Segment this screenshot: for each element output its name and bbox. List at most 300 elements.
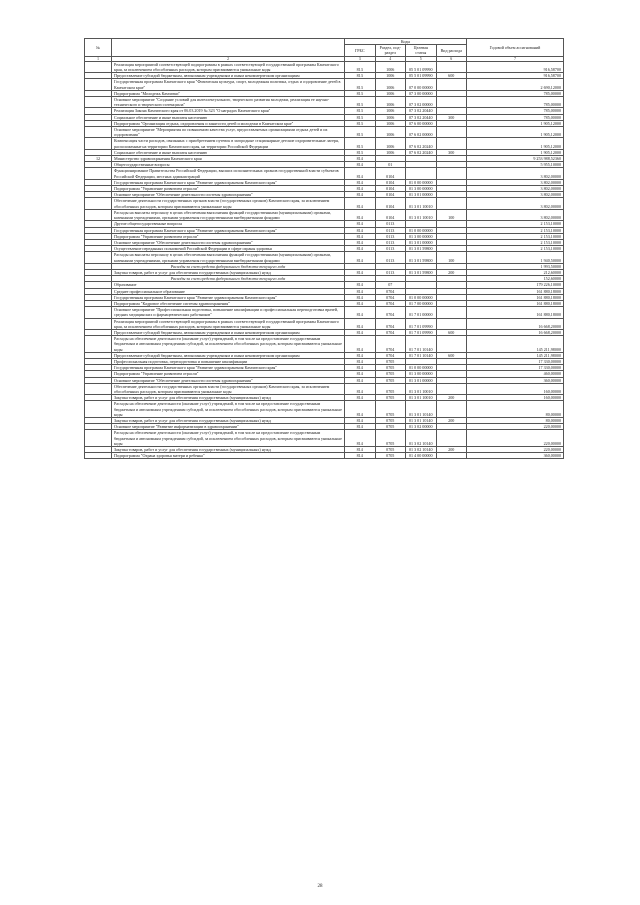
row-type: 600 bbox=[436, 329, 467, 335]
row-sum: 1 905,12000 bbox=[467, 127, 564, 138]
row-type bbox=[436, 79, 467, 90]
row-section: 0705 bbox=[375, 453, 406, 459]
row-type: 300 bbox=[436, 114, 467, 120]
row-sum: 220,00000 bbox=[467, 430, 564, 447]
row-name: Реализация Закона Камчатского края от 06.03.2019 № 323 "О наградах Камчатского края" bbox=[112, 108, 345, 114]
row-name: Осуществление переданных полномочий Российской Федерации в сфере охраны здоровья bbox=[112, 246, 345, 252]
row-target: 01 7 01 10140 bbox=[406, 336, 437, 353]
row-sum: 1 993,50000 bbox=[467, 263, 564, 269]
row-grbs: 814 bbox=[345, 329, 376, 335]
row-name: Основное мероприятие "Обеспечение деятельности системы здравоохранения" bbox=[112, 239, 345, 245]
row-sum: 1 940,50000 bbox=[467, 252, 564, 263]
row-grbs: 814 bbox=[345, 352, 376, 358]
row-name: Основное мероприятие "Создание условий для интеллектуального, творческого развития молодежи, реализация ее научно-технического и творческого потенциала" bbox=[112, 97, 345, 108]
table-row bbox=[85, 453, 564, 459]
row-grbs: 814 bbox=[345, 430, 376, 447]
row-number bbox=[85, 307, 112, 318]
row-number bbox=[85, 209, 112, 220]
row-target: 07 6 02 20240 bbox=[406, 149, 437, 155]
row-name: Предоставление субсидий бюджетным, автономным учреждениям и иным некоммерческим организациям bbox=[112, 329, 345, 335]
row-target: 01 0 00 00000 bbox=[406, 179, 437, 185]
row-type bbox=[436, 430, 467, 447]
row-name: Расходы на обеспечение деятельности (оказание услуг) учреждений, в том числе на предоставление государственным бюджетным и автономным учреждениям субсидий, за исключением обособленных расходов, которым присваиваются уникальные коды bbox=[112, 430, 345, 447]
row-grbs: 813 bbox=[345, 79, 376, 90]
row-section: 0704 bbox=[375, 318, 406, 329]
row-grbs: 814 bbox=[345, 336, 376, 353]
row-grbs: 813 bbox=[345, 114, 376, 120]
row-number bbox=[85, 318, 112, 329]
row-target: 01 3 01 59800 bbox=[406, 269, 437, 275]
row-sum: 145 211,98000 bbox=[467, 336, 564, 353]
row-grbs: 814 bbox=[345, 269, 376, 275]
table-row bbox=[85, 138, 564, 149]
row-grbs: 814 bbox=[345, 168, 376, 179]
row-number bbox=[85, 252, 112, 263]
row-name: Профессиональная подготовка, переподготовка и повышение квалификации bbox=[112, 358, 345, 364]
row-number bbox=[85, 79, 112, 90]
row-sum: 3 802,00000 bbox=[467, 179, 564, 185]
row-type bbox=[436, 198, 467, 209]
row-target: 01 4 00 00000 bbox=[406, 453, 437, 459]
row-number bbox=[85, 97, 112, 108]
row-grbs: 813 bbox=[345, 138, 376, 149]
row-name: Основное мероприятие "Обеспечение деятельности системы здравоохранения" bbox=[112, 192, 345, 198]
row-target: 07 3 02 20440 bbox=[406, 108, 437, 114]
row-sum: 785,00000 bbox=[467, 97, 564, 108]
row-sum: 360,00000 bbox=[467, 377, 564, 383]
row-grbs: 813 bbox=[345, 108, 376, 114]
row-type bbox=[436, 318, 467, 329]
row-name: Расходы за счет средств федерального бюджета текущего года bbox=[112, 276, 345, 282]
row-name: Подпрограмма "Управление развитием отрасли" bbox=[112, 371, 345, 377]
row-target: 01 7 00 00000 bbox=[406, 300, 437, 306]
row-number bbox=[85, 198, 112, 209]
row-section: 0705 bbox=[375, 377, 406, 383]
row-name: Основное мероприятие "Мероприятия по повышению качества услуг, предоставляемых организациями отдыха детей и их оздоровления" bbox=[112, 127, 345, 138]
row-name: Расходы на выплаты персоналу в целях обеспечения выполнения функций государственными (муниципальными) органами, казенными учреждениями, органами управления государственными внебюджетными фондами bbox=[112, 209, 345, 220]
row-target: 01 0 00 00000 bbox=[406, 294, 437, 300]
row-section: 0113 bbox=[375, 246, 406, 252]
row-target: 01 3 01 10010 bbox=[406, 395, 437, 401]
row-type bbox=[436, 61, 467, 72]
row-type: 300 bbox=[436, 149, 467, 155]
table-row bbox=[85, 79, 564, 90]
row-grbs: 814 bbox=[345, 294, 376, 300]
row-name: Компенсация части расходов, связанных с приобретением путевок в загородные стационарные детские оздоровительные лагеря, расположенные на территории Камчатского края, на территории Российской Федерации bbox=[112, 138, 345, 149]
row-grbs: 813 bbox=[345, 73, 376, 79]
row-target: 01 7 01 10140 bbox=[406, 352, 437, 358]
row-name: Министерство здравоохранения Камчатского края bbox=[112, 156, 345, 162]
row-sum: 212,60000 bbox=[467, 269, 564, 275]
row-type bbox=[436, 127, 467, 138]
row-type bbox=[436, 383, 467, 394]
row-grbs: 814 bbox=[345, 453, 376, 459]
row-section: 0705 bbox=[375, 447, 406, 453]
row-section: 0113 bbox=[375, 252, 406, 263]
row-target: 01 3 02 10140 bbox=[406, 430, 437, 447]
header-grbs: ГРБС bbox=[345, 45, 376, 56]
column-index: 3 bbox=[345, 56, 376, 61]
row-name: Закупка товаров, работ и услуг для обеспечения государственных (муниципальных) нужд bbox=[112, 418, 345, 424]
table-row bbox=[85, 383, 564, 394]
row-grbs: 814 bbox=[345, 358, 376, 364]
row-target: 01 7 01 00000 bbox=[406, 307, 437, 318]
row-name: Реализация мероприятий соответствующей подпрограммы в рамках соответствующей государственной программы Камчатского края, за исключением обособленных расходов, которым присваиваются уникальные коды bbox=[112, 318, 345, 329]
row-grbs: 814 bbox=[345, 209, 376, 220]
header-section: Раздел, под-раздел bbox=[375, 45, 406, 56]
row-grbs: 814 bbox=[345, 395, 376, 401]
row-name: Образование bbox=[112, 282, 345, 288]
row-name: Подпрограмма "Управление развитием отрасли" bbox=[112, 233, 345, 239]
row-target: 01 3 01 00000 bbox=[406, 239, 437, 245]
row-target: 01 7 01 09990 bbox=[406, 329, 437, 335]
row-name: Другие общегосударственные вопросы bbox=[112, 221, 345, 227]
row-sum: 2 690,12000 bbox=[467, 79, 564, 90]
row-section: 0704 bbox=[375, 300, 406, 306]
row-sum: 160,00000 bbox=[467, 395, 564, 401]
row-grbs: 814 bbox=[345, 239, 376, 245]
row-target: 01 3 01 00000 bbox=[406, 377, 437, 383]
column-index: 7 bbox=[467, 56, 564, 61]
row-grbs: 814 bbox=[345, 198, 376, 209]
row-grbs: 814 bbox=[345, 300, 376, 306]
row-section: 1006 bbox=[375, 61, 406, 72]
row-sum: 2 153,10000 bbox=[467, 221, 564, 227]
row-section: 0705 bbox=[375, 365, 406, 371]
row-type bbox=[436, 168, 467, 179]
row-target: 01 0 00 00000 bbox=[406, 227, 437, 233]
table-row bbox=[85, 252, 564, 263]
table-header bbox=[85, 39, 564, 62]
row-type: 100 bbox=[436, 209, 467, 220]
row-section: 1006 bbox=[375, 97, 406, 108]
row-sum: 152,60000 bbox=[467, 276, 564, 282]
row-sum: 3 802,00000 bbox=[467, 192, 564, 198]
row-type bbox=[436, 138, 467, 149]
row-section: 0113 bbox=[375, 239, 406, 245]
row-grbs: 814 bbox=[345, 288, 376, 294]
row-target: 01 3 01 10140 bbox=[406, 401, 437, 418]
row-target: 07 0 00 00000 bbox=[406, 79, 437, 90]
row-target: 01 3 02 00000 bbox=[406, 424, 437, 430]
row-section: 0104 bbox=[375, 186, 406, 192]
header-sum: Годовой объем ассигнований bbox=[467, 39, 564, 57]
row-section: 0704 bbox=[375, 329, 406, 335]
row-name: Расходы на выплаты персоналу в целях обеспечения выполнения функций государственными (муниципальными) органами, казенными учреждениями, органами управления государственными внебюджетными фондами bbox=[112, 252, 345, 263]
table-row bbox=[85, 307, 564, 318]
row-section: 0704 bbox=[375, 307, 406, 318]
row-section: 0705 bbox=[375, 401, 406, 418]
row-sum: 161 880,18000 bbox=[467, 288, 564, 294]
row-sum: 3 802,00000 bbox=[467, 198, 564, 209]
row-section: 0113 bbox=[375, 227, 406, 233]
row-grbs: 813 bbox=[345, 97, 376, 108]
row-sum: 179 226,10000 bbox=[467, 282, 564, 288]
row-section: 0705 bbox=[375, 358, 406, 364]
budget-document bbox=[84, 38, 564, 459]
row-section: 1006 bbox=[375, 73, 406, 79]
row-grbs: 814 bbox=[345, 282, 376, 288]
row-target: 07 6 00 00000 bbox=[406, 120, 437, 126]
row-grbs: 814 bbox=[345, 383, 376, 394]
row-name: Общегосударственные вопросы bbox=[112, 162, 345, 168]
row-section: 0704 bbox=[375, 294, 406, 300]
row-name: Закупка товаров, работ и услуг для обеспечения государственных (муниципальных) нужд bbox=[112, 395, 345, 401]
row-section: 0104 bbox=[375, 192, 406, 198]
column-index: 5 bbox=[406, 56, 437, 61]
row-section: 1006 bbox=[375, 127, 406, 138]
row-name: Подпрограмма "Управление развитием отрасли" bbox=[112, 186, 345, 192]
row-target: 07 6 02 00000 bbox=[406, 127, 437, 138]
header-codes: Коды bbox=[345, 39, 467, 45]
row-target: 01 3 01 59800 bbox=[406, 246, 437, 252]
row-grbs: 814 bbox=[345, 227, 376, 233]
row-name: Подпрограмма "Молодежь Камчатки" bbox=[112, 90, 345, 96]
row-grbs: 814 bbox=[345, 186, 376, 192]
row-sum: 2 153,10000 bbox=[467, 246, 564, 252]
row-sum: 9 253 988,52360 bbox=[467, 156, 564, 162]
row-grbs: 814 bbox=[345, 365, 376, 371]
row-number bbox=[85, 383, 112, 394]
row-sum: 80,00000 bbox=[467, 418, 564, 424]
row-sum: 2 153,10000 bbox=[467, 227, 564, 233]
row-sum: 785,00000 bbox=[467, 90, 564, 96]
table-body bbox=[85, 61, 564, 459]
row-sum: 2 153,10000 bbox=[467, 233, 564, 239]
row-section: 0704 bbox=[375, 352, 406, 358]
row-section: 1006 bbox=[375, 90, 406, 96]
row-sum: 161 880,18000 bbox=[467, 300, 564, 306]
row-number bbox=[85, 168, 112, 179]
row-section: 0104 bbox=[375, 168, 406, 179]
row-section: 1006 bbox=[375, 120, 406, 126]
row-name: Государственная программа Камчатского края "Развитие здравоохранения Камчатского края" bbox=[112, 179, 345, 185]
row-section: 0705 bbox=[375, 430, 406, 447]
row-target: 05 5 01 09990 bbox=[406, 73, 437, 79]
row-target: 07 3 02 00000 bbox=[406, 97, 437, 108]
row-section: 0705 bbox=[375, 371, 406, 377]
row-section: 1006 bbox=[375, 138, 406, 149]
row-name: Государственная программа Камчатского края "Развитие здравоохранения Камчатского края" bbox=[112, 365, 345, 371]
row-section: 0705 bbox=[375, 424, 406, 430]
table-row bbox=[85, 336, 564, 353]
row-grbs: 814 bbox=[345, 162, 376, 168]
row-grbs: 813 bbox=[345, 120, 376, 126]
row-sum: 916,58700 bbox=[467, 61, 564, 72]
row-sum: 916,58700 bbox=[467, 73, 564, 79]
row-name: Обеспечение деятельности государственных органов власти (государственных органов) Камчатского края, за исключением обособленных расходов, которым присваиваются уникальные коды bbox=[112, 198, 345, 209]
row-sum: 17 330,00000 bbox=[467, 358, 564, 364]
row-type: 100 bbox=[436, 252, 467, 263]
row-name: Государственная программа Камчатского края "Развитие здравоохранения Камчатского края" bbox=[112, 227, 345, 233]
row-number bbox=[85, 453, 112, 459]
row-section: 0705 bbox=[375, 418, 406, 424]
header-no: № bbox=[85, 39, 112, 57]
row-name: Среднее профессиональное образование bbox=[112, 288, 345, 294]
row-target: 01 3 01 00000 bbox=[406, 192, 437, 198]
row-sum: 5 955,10000 bbox=[467, 162, 564, 168]
row-type bbox=[436, 336, 467, 353]
row-sum: 16 668,20000 bbox=[467, 318, 564, 329]
header-target: Целевая статья bbox=[406, 45, 437, 56]
row-sum: 1 905,12000 bbox=[467, 138, 564, 149]
table-row bbox=[85, 127, 564, 138]
row-name: Основное мероприятие "Профессиональная подготовка, повышение квалификации и профессиональная переподготовка врачей, средних медицинских и фармацевтических работников" bbox=[112, 307, 345, 318]
row-grbs: 814 bbox=[345, 377, 376, 383]
row-target: 01 3 01 10010 bbox=[406, 198, 437, 209]
row-grbs: 814 bbox=[345, 192, 376, 198]
row-name: Подпрограмма "Охрана здоровья матери и ребенка" bbox=[112, 453, 345, 459]
row-number bbox=[85, 401, 112, 418]
row-sum: 3 802,00000 bbox=[467, 168, 564, 179]
row-sum: 160,00000 bbox=[467, 383, 564, 394]
row-name: Основное мероприятие "Обеспечение деятельности системы здравоохранения" bbox=[112, 377, 345, 383]
row-grbs: 814 bbox=[345, 307, 376, 318]
row-sum: 2 153,10000 bbox=[467, 239, 564, 245]
row-sum: 220,00000 bbox=[467, 447, 564, 453]
row-grbs: 813 bbox=[345, 127, 376, 138]
row-sum: 3 802,00000 bbox=[467, 186, 564, 192]
row-name: Государственная программа Камчатского края "Развитие здравоохранения Камчатского края" bbox=[112, 294, 345, 300]
table-row bbox=[85, 209, 564, 220]
row-section: 1006 bbox=[375, 79, 406, 90]
row-type: 200 bbox=[436, 447, 467, 453]
row-target: 01 0 00 00000 bbox=[406, 365, 437, 371]
row-type bbox=[436, 307, 467, 318]
row-number bbox=[85, 430, 112, 447]
row-type: 200 bbox=[436, 418, 467, 424]
row-sum: 16 668,20000 bbox=[467, 329, 564, 335]
row-target: 01 3 01 10010 bbox=[406, 383, 437, 394]
row-name: Расходы на обеспечение деятельности (оказание услуг) учреждений, в том числе на предоставление государственным бюджетным и автономным учреждениям субсидий, за исключением обособленных расходов, которым присваиваются уникальные коды bbox=[112, 336, 345, 353]
row-target: 07 6 02 20240 bbox=[406, 138, 437, 149]
row-section: 01 bbox=[375, 162, 406, 168]
row-section: 07 bbox=[375, 282, 406, 288]
row-grbs: 814 bbox=[345, 252, 376, 263]
table-row bbox=[85, 97, 564, 108]
row-name: Расходы на обеспечение деятельности (оказание услуг) учреждений, в том числе на предоставление государственным бюджетным и автономным учреждениям субсидий, за исключением обособленных расходов, которым присваиваются уникальные коды bbox=[112, 401, 345, 418]
row-section: 0104 bbox=[375, 179, 406, 185]
table-row bbox=[85, 198, 564, 209]
row-sum: 161 880,18000 bbox=[467, 307, 564, 318]
row-section: 0104 bbox=[375, 209, 406, 220]
row-type: 600 bbox=[436, 352, 467, 358]
row-sum: 3 802,00000 bbox=[467, 209, 564, 220]
row-section: 0104 bbox=[375, 198, 406, 209]
column-index: 1 bbox=[85, 56, 112, 61]
row-section: 0705 bbox=[375, 383, 406, 394]
budget-table bbox=[84, 38, 564, 459]
row-type: 200 bbox=[436, 395, 467, 401]
row-number bbox=[85, 61, 112, 72]
row-name: Функционирование Правительства Российской Федерации, высших исполнительных органов государственной власти субъектов Российской Федерации, местных администраций bbox=[112, 168, 345, 179]
row-target: 01 3 01 10010 bbox=[406, 209, 437, 220]
row-grbs: 814 bbox=[345, 318, 376, 329]
row-sum: 17 330,00000 bbox=[467, 365, 564, 371]
row-target bbox=[406, 168, 437, 179]
row-name: Предоставление субсидий бюджетным, автономным учреждениям и иным некоммерческим организациям bbox=[112, 73, 345, 79]
row-grbs: 814 bbox=[345, 246, 376, 252]
row-sum: 360,00000 bbox=[467, 453, 564, 459]
row-target: 01 3 01 59800 bbox=[406, 252, 437, 263]
row-grbs: 814 bbox=[345, 447, 376, 453]
row-name: Обеспечение деятельности государственных органов власти (государственных органов) Камчатского края, за исключением обособленных расходов, которым присваиваются уникальные коды bbox=[112, 383, 345, 394]
row-target: 07 3 02 20440 bbox=[406, 114, 437, 120]
row-name: Предоставление субсидий бюджетным, автономным учреждениям и иным некоммерческим организациям bbox=[112, 352, 345, 358]
row-name: Реализация мероприятий соответствующей подпрограммы в рамках соответствующей государственной программы Камчатского края, за исключением обособленных расходов, которым присваиваются уникальные коды bbox=[112, 61, 345, 72]
row-target: 01 7 01 09990 bbox=[406, 318, 437, 329]
row-target: 07 3 00 00000 bbox=[406, 90, 437, 96]
row-grbs: 814 bbox=[345, 401, 376, 418]
header-name bbox=[112, 39, 345, 57]
row-sum: 785,00000 bbox=[467, 108, 564, 114]
row-section: 1006 bbox=[375, 149, 406, 155]
row-grbs: 814 bbox=[345, 424, 376, 430]
row-sum: 145 211,98000 bbox=[467, 352, 564, 358]
row-name: Подпрограмма "Организация отдыха, оздоровления и занятости детей и молодежи в Камчатском крае" bbox=[112, 120, 345, 126]
row-name: Основное мероприятие "Развитие информатизации в здравоохранении" bbox=[112, 424, 345, 430]
table-row bbox=[85, 318, 564, 329]
row-number bbox=[85, 127, 112, 138]
row-name: Закупка товаров, работ и услуг для обеспечения государственных (муниципальных) нужд bbox=[112, 269, 345, 275]
row-type: 600 bbox=[436, 73, 467, 79]
row-grbs: 814 bbox=[345, 156, 376, 162]
row-target: 01 3 00 00000 bbox=[406, 371, 437, 377]
row-name: Социальное обеспечение и иные выплаты населению bbox=[112, 114, 345, 120]
table-row bbox=[85, 168, 564, 179]
row-section: 0705 bbox=[375, 395, 406, 401]
header-type: Вид расхода bbox=[436, 45, 467, 56]
row-target: 01 3 00 00000 bbox=[406, 233, 437, 239]
row-sum: 1 905,12000 bbox=[467, 120, 564, 126]
row-section: 0113 bbox=[375, 269, 406, 275]
row-sum: 80,00000 bbox=[467, 401, 564, 418]
row-section: 1006 bbox=[375, 114, 406, 120]
table-row bbox=[85, 430, 564, 447]
row-target: 01 3 00 00000 bbox=[406, 186, 437, 192]
row-type bbox=[436, 453, 467, 459]
row-sum: 220,00000 bbox=[467, 424, 564, 430]
row-section: 1006 bbox=[375, 108, 406, 114]
row-sum: 785,00000 bbox=[467, 114, 564, 120]
column-index: 4 bbox=[375, 56, 406, 61]
row-section: 0704 bbox=[375, 288, 406, 294]
row-name: Подпрограмма "Кадровое обеспечение системы здравоохранения" bbox=[112, 300, 345, 306]
row-grbs: 814 bbox=[345, 371, 376, 377]
row-grbs: 814 bbox=[345, 221, 376, 227]
row-grbs: 813 bbox=[345, 61, 376, 72]
row-number bbox=[85, 138, 112, 149]
row-type bbox=[436, 401, 467, 418]
column-index: 2 bbox=[112, 56, 345, 61]
row-type bbox=[436, 97, 467, 108]
row-name: Государственная программа Камчатского края "Физическая культура, спорт, молодежная политика, отдых и оздоровление детей в Камчатском крае" bbox=[112, 79, 345, 90]
row-name: Расходы за счет средств федерального бюджета текущего года bbox=[112, 263, 345, 269]
row-name: Социальное обеспечение и иные выплаты населению bbox=[112, 149, 345, 155]
row-sum: 460,00000 bbox=[467, 371, 564, 377]
table-row bbox=[85, 61, 564, 72]
row-section: 0113 bbox=[375, 221, 406, 227]
row-target: 01 3 02 10140 bbox=[406, 447, 437, 453]
row-section: 0704 bbox=[375, 336, 406, 353]
row-grbs: 814 bbox=[345, 233, 376, 239]
row-sum: 161 880,18000 bbox=[467, 294, 564, 300]
row-number bbox=[85, 336, 112, 353]
page-number: 28 bbox=[317, 884, 323, 889]
row-grbs: 813 bbox=[345, 90, 376, 96]
row-grbs: 814 bbox=[345, 179, 376, 185]
row-target: 05 5 01 09990 bbox=[406, 61, 437, 72]
